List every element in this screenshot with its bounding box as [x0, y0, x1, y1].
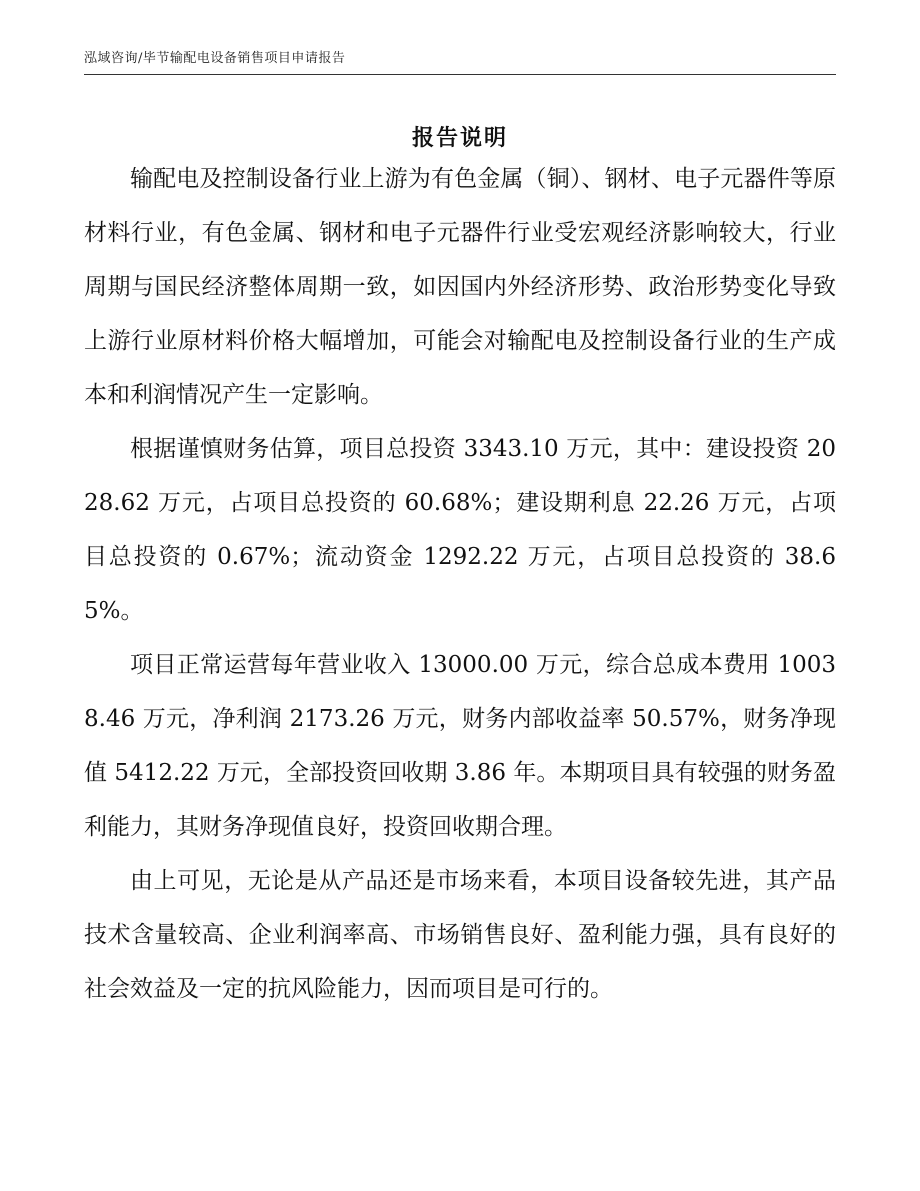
document-body [84, 152, 836, 1016]
paragraph-conclusion: 由上可见，无论是从产品还是市场来看，本项目设备较先进，其产品技术含量较高、企业利润率高、市场销售良好、盈利能力强，具有良好的社会效益及一定的抗风险能力，因而项目是可行的。 [84, 868, 836, 1002]
paragraph-industry: 输配电及控制设备行业上游为有色金属（铜）、钢材、电子元器件等原材料行业，有色金属、钢材和电子元器件行业受宏观经济影响较大，行业周期与国民经济整体周期一致，如因国内外经济形势、政治形势变化导致上游行业原材料价格大幅增加，可能会对输配电及控制设备行业的生产成本和利润情况产生一定影响。 [84, 166, 836, 408]
paragraph-revenue: 项目正常运营每年营业收入 13000.00 万元，综合总成本费用 10038.46 万元，净利润 2173.26 万元，财务内部收益率 50.57%，财务净现值 5412.22 万元，全部投资回收期 3.86 年。本期项目具有较强的财务盈利能力，其财务净现值良好，投资回收期合理。 [84, 652, 836, 840]
paragraph-investment: 根据谨慎财务估算，项目总投资 3343.10 万元，其中：建设投资 2028.62 万元，占项目总投资的 60.68%；建设期利息 22.26 万元，占项目总投资的 0.67%；流动资金 1292.22 万元，占项目总投资的 38.65%。 [84, 436, 836, 624]
running-header: 泓域咨询/毕节输配电设备销售项目申请报告 [84, 51, 346, 66]
document-title: 报告说明 [411, 125, 508, 151]
header-divider [84, 74, 836, 75]
